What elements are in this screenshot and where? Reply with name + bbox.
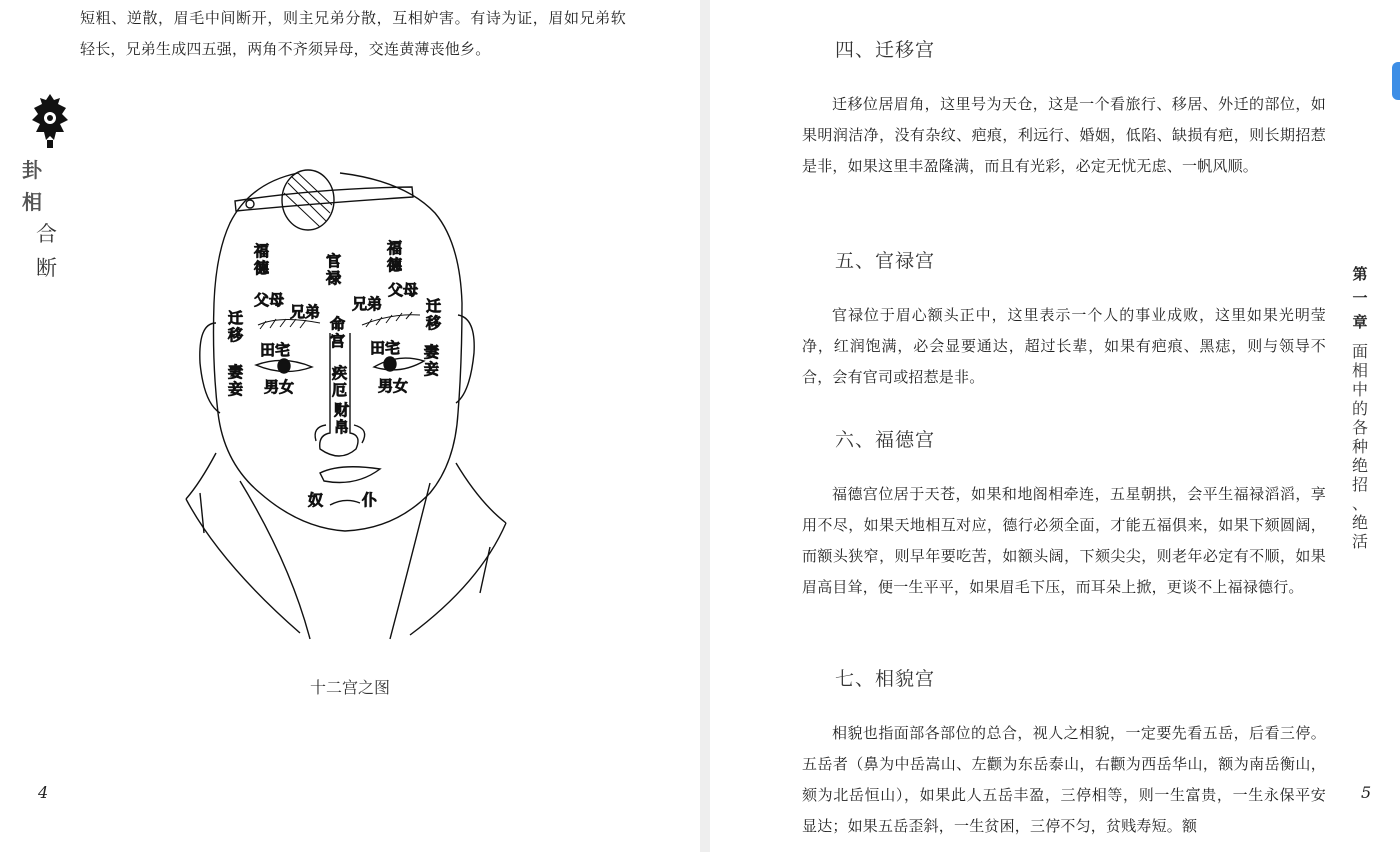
- logo-char-he: 合: [36, 222, 57, 246]
- label-tianzhai-right: 田宅: [370, 339, 401, 357]
- section-body-guanlu: 官禄位于眉心额头正中，这里表示一个人的事业成败，这里如果光明莹净，红润饱满，必会显要通达，超过长辈，如果有疤痕、黑痣，则与领导不合，会有官司或招惹是非。: [802, 306, 1326, 386]
- label-minggong: 命宫: [330, 315, 346, 350]
- section-body-xiangmao: 相貌也指面部各部位的总合，视人之相貌，一定要先看五岳，后看三停。五岳者（鼻为中岳嵩山、左颧为东岳泰山，右颧为西岳华山，额为南岳衡山，颏为北岳恒山），如果此人五岳丰盈，三停相等，则一生富贵，一生永保平安显达；如果五岳歪斜，一生贫困，三停不匀，贫贱寿短。额: [802, 724, 1326, 835]
- chapter-number: 第 一 章: [1352, 265, 1368, 331]
- label-nannv-left: 男女: [264, 378, 295, 396]
- book-logo: [18, 92, 78, 292]
- section-body-fude: 福德宫位居于天苍，如果和地阁相牵连，五星朝拱，会平生福禄滔滔，享用不尽，如果天地相互对应，德行必须全面，才能五福俱来，如果下颏圆阔，而额头狭窄，则早年要吃苦，如额头阔，下颏尖尖，则老年必定有不顺，如果眉高目耸，便一生平平，如果眉毛下压，而耳朵上掀，更谈不上福禄德行。: [802, 485, 1326, 596]
- page-number-right: 5: [1361, 783, 1372, 802]
- label-guanlu: 官禄: [326, 252, 342, 287]
- label-nu: 奴: [308, 491, 324, 509]
- logo-char-gua: 卦: [22, 158, 42, 182]
- section-heading-fude: 六、福德宫: [835, 429, 936, 451]
- left-top-paragraph: 短粗、逆散，眉毛中间断开，则主兄弟分散，互相妒害。有诗为证，眉如兄弟软轻长，兄弟生成四五强，两角不齐须异母，交连黄薄丧他乡。: [80, 9, 626, 58]
- label-xiongdi-left: 兄弟: [290, 303, 321, 321]
- label-fumu-left: 父母: [254, 291, 285, 309]
- label-jie: 疾厄: [332, 364, 348, 399]
- label-fumu-right: 父母: [388, 281, 419, 299]
- figure-caption: 十二宫之图: [309, 678, 390, 697]
- right-page: [710, 0, 1400, 852]
- chapter-title: 面 相 中 的 各 种 绝 招 、 绝 活: [1351, 342, 1368, 551]
- label-xiongdi-right: 兄弟: [352, 295, 383, 313]
- side-bookmark-tab[interactable]: [1392, 62, 1400, 100]
- label-fude-right: 福德: [387, 239, 403, 274]
- section-heading-qianyi: 四、迁移宫: [835, 39, 936, 61]
- label-qianyi-right: 迁移: [426, 297, 442, 332]
- bagua-emblem-icon: [30, 92, 70, 150]
- logo-char-duan: 断: [36, 256, 57, 280]
- chapter-side-label: [1348, 262, 1372, 551]
- section-body-qianyi: 迁移位居眉角，这里号为天仓，这是一个看旅行、移居、外迁的部位，如果明润洁净，没有杂纹、疤痕，利远行、婚姻，低陷、缺损有疤，则长期招惹是非，如果这里丰盈隆满，而且有光彩，必定无忧无虑、一帆风顺。: [802, 95, 1326, 175]
- page-number-left: 4: [38, 783, 49, 802]
- section-heading-xiangmao: 七、相貌宫: [835, 668, 936, 690]
- label-nannv-right: 男女: [378, 377, 409, 395]
- twelve-palaces-face-illustration: [180, 163, 515, 643]
- label-caibo: 财帛: [334, 401, 350, 436]
- logo-char-xiang: 相: [22, 190, 42, 214]
- label-qiqie-left: 妻妾: [228, 363, 244, 398]
- page-gutter: [700, 0, 710, 852]
- label-qiqie-right: 妻妾: [424, 343, 440, 378]
- label-tianzhai-left: 田宅: [260, 341, 291, 359]
- label-qianyi-left: 迁移: [228, 309, 244, 344]
- label-pu: 仆: [362, 491, 378, 509]
- section-heading-guanlu: 五、官禄宫: [835, 250, 936, 272]
- label-fude-left: 福德: [254, 242, 270, 277]
